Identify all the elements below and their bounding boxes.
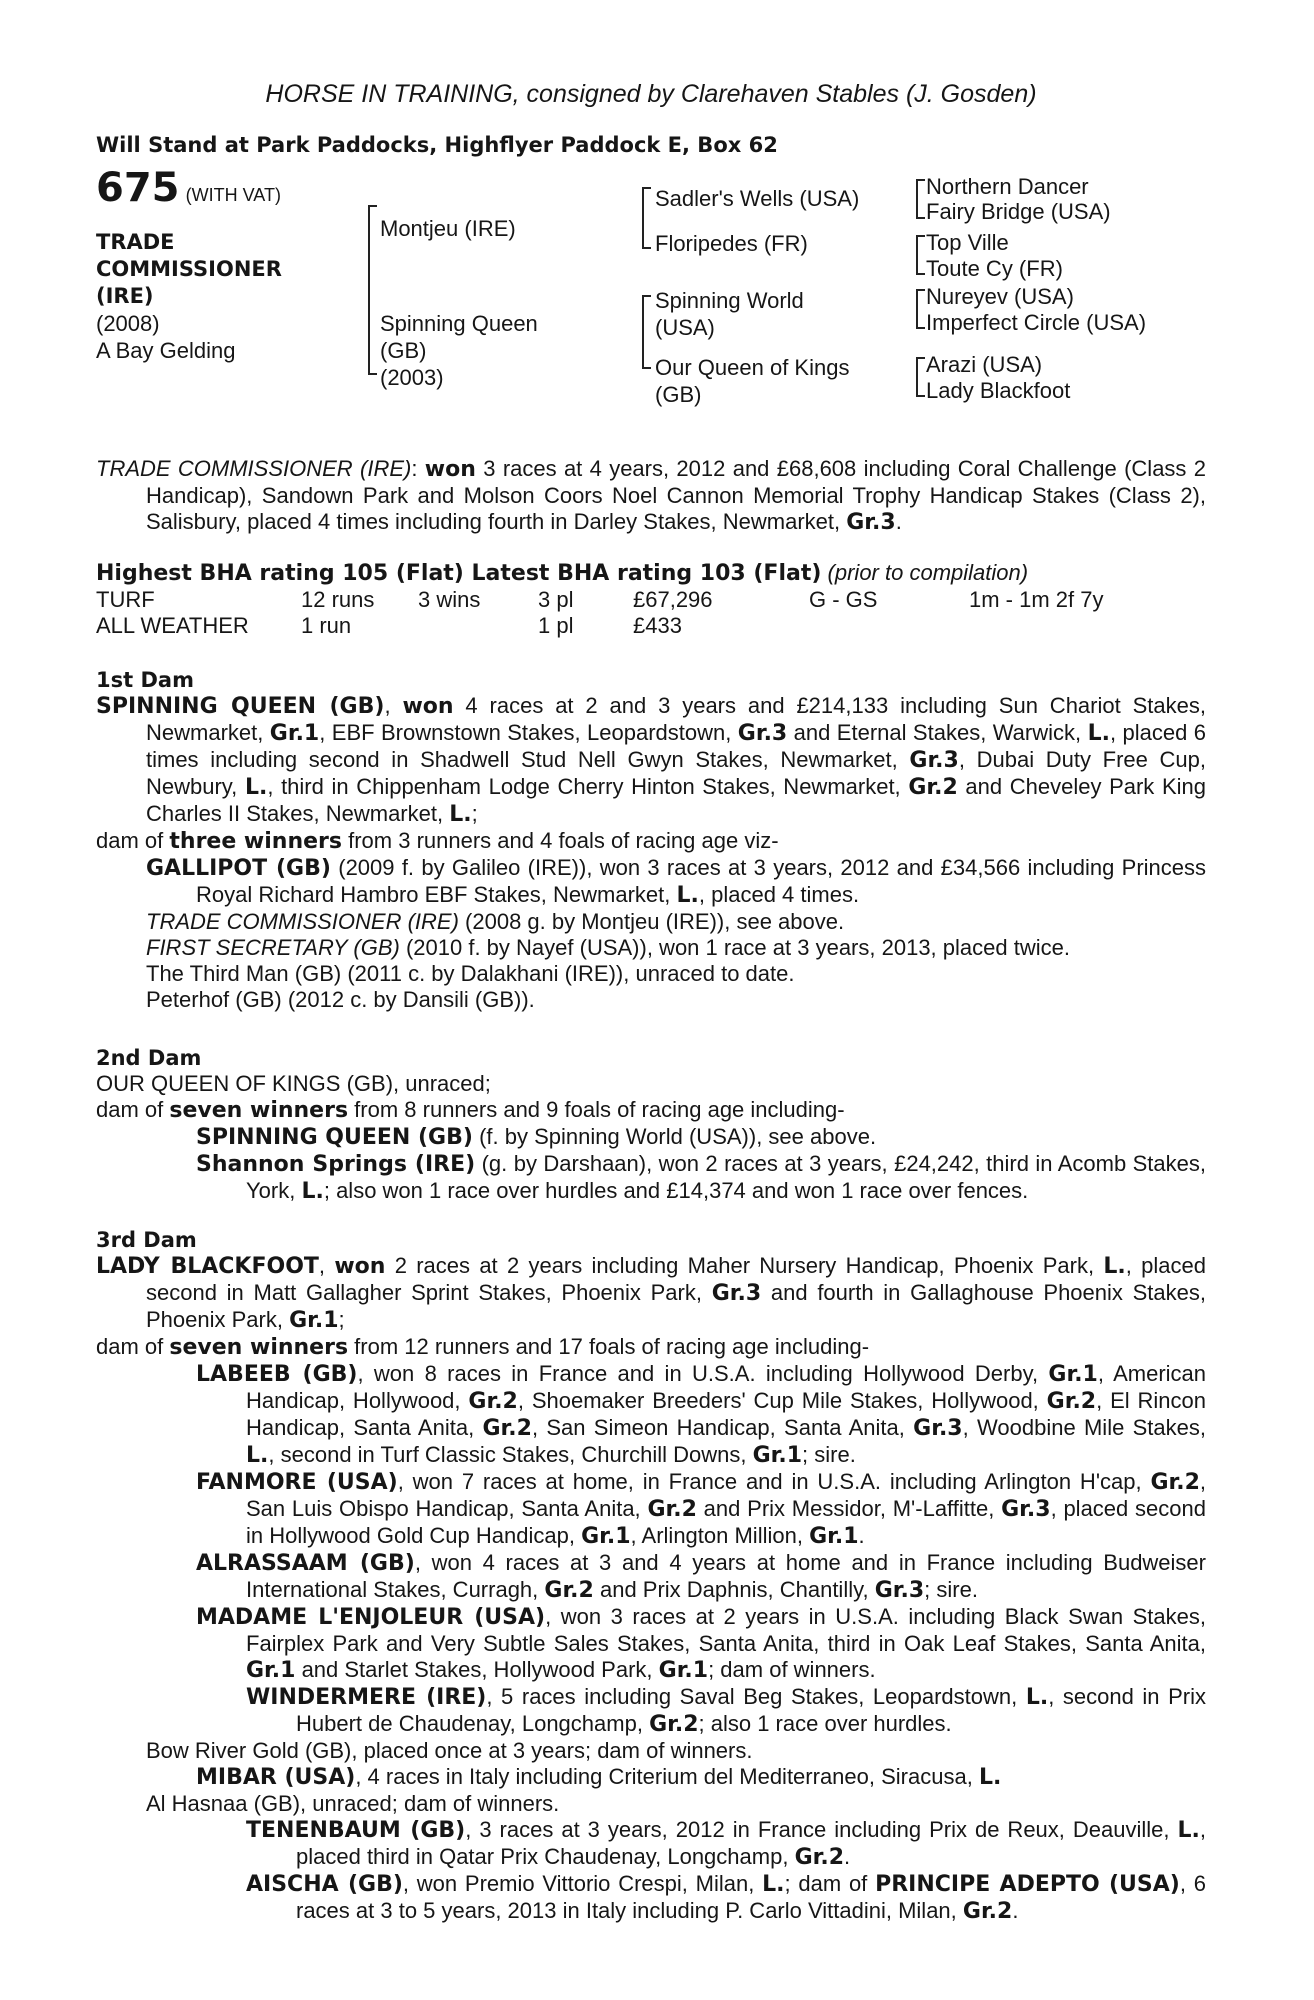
pedigree-dam-sire-2: (USA) — [655, 315, 715, 340]
pedigree-dam-dam-2: (GB) — [655, 382, 702, 407]
pedigree-dsd: Imperfect Circle (USA) — [926, 310, 1147, 335]
list-item: Shannon Springs (IRE) (g. by Darshaan), won 2 races at 3 years, £24,242, third in Acomb Stakes, York, L.; also won 1 race over hurdles and £14,374 and won 1 race over fences. — [196, 1151, 1206, 1204]
list-item: MADAME L'ENJOLEUR (USA), won 3 races at 2 years in U.S.A. including Black Swan Stakes, Fairplex Park and Very Subtle Sales Stakes, Santa Anita, third in Oak Leaf Stakes, Santa Anita, Gr.1 and Starlet Stakes, Hollywood Park, Gr.1; dam of winners. — [196, 1604, 1206, 1683]
race-record-table — [96, 587, 1103, 639]
list-item: ALRASSAAM (GB), won 4 races at 3 and 4 years at home and in France including Budweiser International Stakes, Curragh, Gr.2 and Prix Daphnis, Chantilly, Gr.3; sire. — [196, 1550, 1206, 1603]
pedigree-sire: Montjeu (IRE) — [380, 216, 516, 241]
lot-number: 675 — [96, 165, 180, 211]
page-title: HORSE IN TRAINING, consigned by Clarehaven Stables (J. Gosden) — [265, 80, 1037, 108]
list-item: FIRST SECRETARY (GB) (2010 f. by Nayef (USA)), won 1 race at 3 years, 2013, placed twice. — [146, 935, 1070, 960]
vat-label: (WITH VAT) — [185, 185, 281, 205]
list-item: TRADE COMMISSIONER (IRE) (2008 g. by Montjeu (IRE)), see above. — [146, 909, 845, 934]
lot-heading — [96, 165, 281, 211]
list-item: SPINNING QUEEN (GB) (f. by Spinning World (USA)), see above. — [196, 1124, 877, 1150]
gen3-brace-3 — [916, 289, 918, 329]
pedigree-ssd: Fairy Bridge (USA) — [926, 199, 1111, 224]
list-item: FANMORE (USA), won 7 races at home, in France and in U.S.A. including Arlington H'cap, Gr.2, San Luis Obispo Handicap, Santa Anita, Gr.2 and Prix Messidor, M'-Laffitte, Gr.3, placed second in Hollywood Gold Cup Handicap, Gr.1, Arlington Million, Gr.1. — [196, 1469, 1206, 1549]
table-row: TURF 12 runs 3 wins 3 pl £67,296 G - GS 1m - 1m 2f 7y — [96, 587, 1104, 612]
horse-description: A Bay Gelding — [96, 338, 236, 363]
gen3-brace-4 — [916, 357, 918, 397]
third-dam-produce: dam of seven winners from 12 runners and 17 foals of racing age including- — [96, 1334, 870, 1360]
horse-name-2: COMMISSIONER — [96, 257, 282, 281]
stand-location: Will Stand at Park Paddocks, Highflyer Paddock E, Box 62 — [96, 133, 778, 157]
rating-heading: Highest BHA rating 105 (Flat) Latest BHA rating 103 (Flat) (prior to compilation) — [96, 560, 1029, 586]
gen3-brace-1 — [916, 179, 918, 219]
second-dam-produce: dam of seven winners from 8 runners and 9 foals of racing age including- — [96, 1097, 845, 1123]
pedigree-table — [96, 165, 1206, 430]
table-row: ALL WEATHER 1 run 1 pl £433 — [96, 613, 682, 638]
pedigree-dam-3: (2003) — [380, 365, 444, 390]
pedigree-sire-dam: Floripedes (FR) — [655, 231, 808, 256]
gen1-brace — [368, 205, 370, 375]
third-dam-record: LADY BLACKFOOT, won 2 races at 2 years including Maher Nursery Handicap, Phoenix Park, L., placed second in Matt Gallagher Sprint Stakes, Phoenix Park, Gr.3 and fourth in Gallaghouse Phoenix Stakes, Phoenix Park, Gr.1; — [96, 1253, 1206, 1333]
list-item: AISCHA (GB), won Premio Vittorio Crespi, Milan, L.; dam of PRINCIPE ADEPTO (USA), 6 races at 3 to 5 years, 2013 in Italy including P. Carlo Vittadini, Milan, Gr.2. — [246, 1871, 1206, 1924]
gen2-sire-brace — [642, 187, 644, 249]
pedigree-dds: Arazi (USA) — [926, 352, 1043, 377]
second-dam-record: OUR QUEEN OF KINGS (GB), unraced; — [96, 1071, 491, 1096]
list-item: WINDERMERE (IRE), 5 races including Saval Beg Stakes, Leopardstown, L., second in Prix Hubert de Chaudenay, Longchamp, Gr.2; also 1 race over hurdles. — [246, 1684, 1206, 1737]
list-item: GALLIPOT (GB) (2009 f. by Galileo (IRE)), won 3 races at 3 years, 2012 and £34,566 including Princess Royal Richard Hambro EBF Stakes, Newmarket, L., placed 4 times. — [146, 855, 1207, 908]
horse-year: (2008) — [96, 311, 160, 336]
third-dam-heading: 3rd Dam — [96, 1228, 197, 1252]
list-item: The Third Man (GB) (2011 c. by Dalakhani (IRE)), unraced to date. — [146, 961, 795, 986]
list-item: Bow River Gold (GB), placed once at 3 years; dam of winners. — [146, 1738, 753, 1763]
first-dam-record: SPINNING QUEEN (GB), won 4 races at 2 and 3 years and £214,133 including Sun Chariot Stakes, Newmarket, Gr.1, EBF Brownstown Stakes, Leopardstown, Gr.3 and Eternal Stakes, Warwick, L., placed 6 times including second in Shadwell Stud Nell Gwyn Stakes, Newmarket, Gr.3, Dubai Duty Free Cup, Newbury, L., third in Chippenham Lodge Cherry Hinton Stakes, Newmarket, Gr.2 and Cheveley Park King Charles II Stakes, Newmarket, L.; — [96, 693, 1206, 827]
list-item: Al Hasnaa (GB), unraced; dam of winners. — [146, 1791, 560, 1816]
gen3-brace-2 — [916, 235, 918, 275]
race-summary: TRADE COMMISSIONER (IRE): won 3 races at 4 years, 2012 and £68,608 including Coral Challenge (Class 2 Handicap), Sandown Park and Molson Coors Noel Cannon Memorial Trophy Handicap Stakes (Class 2), Salisbury, placed 4 times including fourth in Darley Stakes, Newmarket, Gr.3. — [96, 456, 1206, 535]
pedigree-ddd: Lady Blackfoot — [926, 378, 1071, 403]
gen2-dam-brace — [642, 295, 644, 369]
horse-name-1: TRADE — [96, 230, 175, 254]
pedigree-sdd: Toute Cy (FR) — [926, 256, 1063, 281]
list-item: LABEEB (GB), won 8 races in France and in U.S.A. including Hollywood Derby, Gr.1, American Handicap, Hollywood, Gr.2, Shoemaker Breeders' Cup Mile Stakes, Hollywood, Gr.2, El Rincon Handicap, Santa Anita, Gr.2, San Simeon Handicap, Santa Anita, Gr.3, Woodbine Mile Stakes, L., second in Turf Classic Stakes, Churchill Downs, Gr.1; sire. — [196, 1361, 1207, 1468]
list-item: TENENBAUM (GB), 3 races at 3 years, 2012 in France including Prix de Reux, Deauville, L., placed third in Qatar Prix Chaudenay, Longchamp, Gr.2. — [246, 1817, 1207, 1870]
pedigree-dam-1: Spinning Queen — [380, 311, 538, 336]
second-dam-heading: 2nd Dam — [96, 1046, 202, 1070]
pedigree-sss: Northern Dancer — [926, 174, 1089, 199]
first-dam-heading: 1st Dam — [96, 668, 194, 692]
first-dam-produce: dam of three winners from 3 runners and 4 foals of racing age viz- — [96, 828, 779, 854]
pedigree-sds: Top Ville — [926, 230, 1009, 255]
pedigree-dam-2: (GB) — [380, 338, 427, 363]
list-item: Peterhof (GB) (2012 c. by Dansili (GB)). — [146, 987, 535, 1012]
summary-horse-name: TRADE COMMISSIONER (IRE) — [96, 456, 412, 481]
pedigree-sire-sire: Sadler's Wells (USA) — [655, 186, 860, 211]
pedigree-dss: Nureyev (USA) — [926, 284, 1074, 309]
pedigree-dam-sire-1: Spinning World — [655, 288, 804, 313]
pedigree-dam-dam-1: Our Queen of Kings — [655, 355, 850, 380]
list-item: MIBAR (USA), 4 races in Italy including Criterium del Mediterraneo, Siracusa, L. — [196, 1764, 1002, 1790]
horse-name-3: (IRE) — [96, 284, 154, 308]
catalogue-page — [96, 72, 1206, 1925]
